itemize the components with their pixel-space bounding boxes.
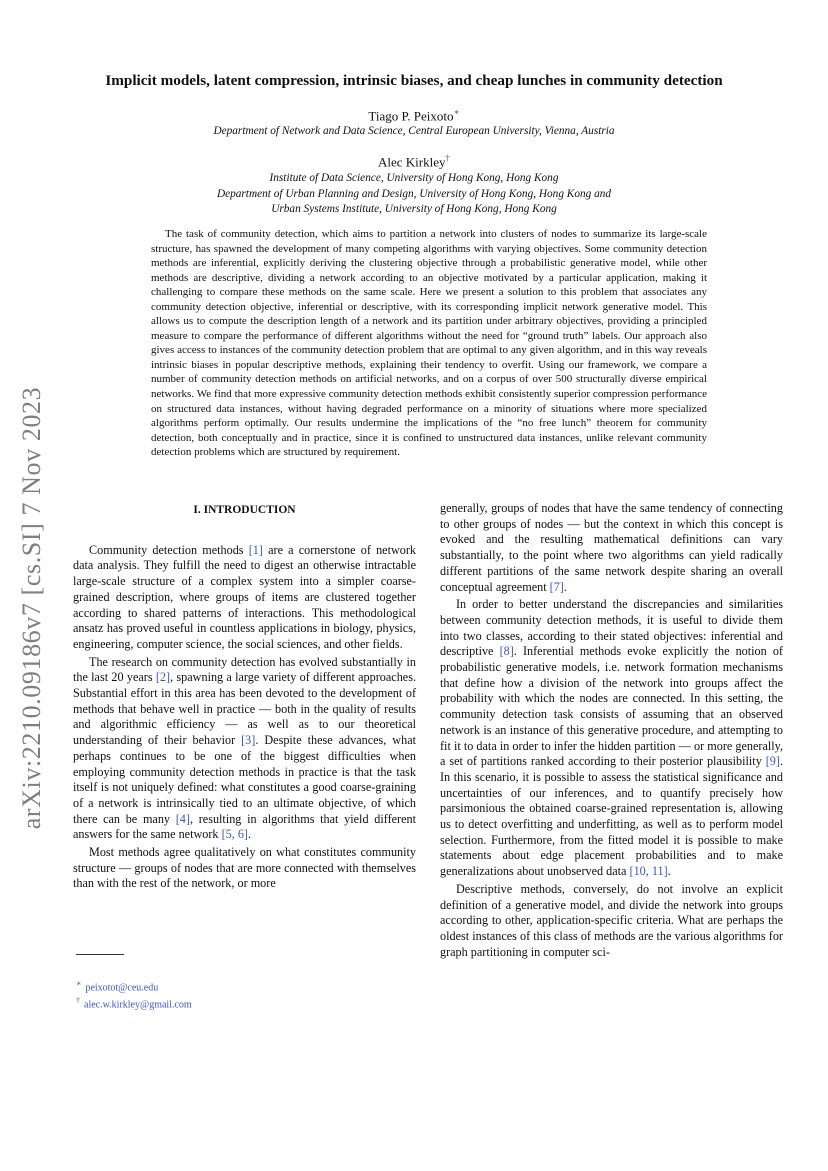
paragraph-text: Most methods agree qualitatively on what constitutes community structure — groups of nodes that are more connected with themselves than with the rest of the network, or more	[73, 845, 416, 891]
paragraph-text: . Despite these advances, what perhaps continues to be one of the biggest difficulties when employing community detection methods in practice is that the task itself is not uniquely defined: what constitutes a good coarse-graining of a network is intrinsically tied to an ultimate objective, of which there can be many	[73, 733, 416, 826]
arxiv-identifier-text: arXiv:2210.09186v7 [cs.SI] 7 Nov 2023	[17, 386, 46, 830]
paragraph-text: . In this scenario, it is possible to assess the statistical significance and uncertainties of our inferences, and to quantify precisely how parsimonious the obtained coarse-grained representation is, allowing us to detect overfitting and underfitting, as well as to perform model selection. Furthermore, from the fitted model it is possible to make statements about edge placement probabilities and to make generalizations about unobserved data	[440, 754, 783, 879]
email-link[interactable]: peixotot@ceu.edu	[85, 982, 159, 994]
paragraph-text: are a cornerstone of network data analysis. They fulfill the need to digest an otherwise intractable large-scale structure of a complex system into a simpler coarse-grained description, where groups of items are clustered together according to shared patterns of interactions. This methodological ansatz has proved useful in countless applications in biology, physics, engineering, computer science, the social sciences, and other fields.	[73, 542, 417, 651]
author-footnote-marker[interactable]: ∗	[453, 107, 460, 117]
footnote-rule	[76, 954, 124, 955]
citation-link[interactable]: [2]	[155, 670, 171, 685]
left-column-paragraphs	[73, 543, 416, 892]
citation-link[interactable]: [9]	[765, 754, 780, 769]
abstract-text: The task of community detection, which aims to partition a network into clusters of nodes to summarize its large-scale structure, has spawned the development of many competing algorithms with varying objectives. Some community detection methods are inferential, explicitly deriving the clustering objective through a probabilistic generative model, while other methods are descriptive, dividing a network according to an objective motivated by a particular application, making it challenging to compare these methods on the same scale. Here we present a solution to this problem that associates any community detection objective, inferential or descriptive, with its corresponding implicit network generative model. This allows us to compute the description length of a network and its partition under arbitrary objectives, providing a principled measure to compare the performance of different algorithms without the need for “ground truth” labels. Our approach also gives access to instances of the community detection problem that are optimal to any given algorithm, and in this way reveals intrinsic biases in popular descriptive methods, explaining their tendency to overfit. Using our framework, we compare a number of community detection methods on artificial networks, and on a corpus of over 500 structurally diverse empirical networks. We find that more expressive community detection methods exhibit consistently superior compression performance on structured data instances, without having degraded performance on a minority of situations where more specialized algorithms perform optimally. Our results undermine the implications of the “no free lunch” theorem for community detection, both conceptually and in practice, since it is confined to unstructured data instances, unlike relevant community detection problems which are structured by requirement.	[151, 228, 707, 459]
footnote	[76, 977, 192, 994]
author-name-text: Tiago P. Peixoto	[368, 108, 454, 124]
email-link[interactable]: alec.w.kirkley@gmail.com	[84, 999, 192, 1011]
citation-link[interactable]: [1]	[248, 542, 263, 557]
affiliation: Department of Urban Planning and Design, University of Hong Kong, Hong Kong and	[216, 188, 612, 200]
footnote	[76, 994, 192, 1011]
citation-link[interactable]: [5, 6]	[221, 827, 248, 842]
right-column-paragraphs	[440, 501, 783, 960]
paragraph	[440, 882, 783, 961]
affiliation: Urban Systems Institute, University of Hong Kong, Hong Kong	[271, 203, 557, 215]
paragraph	[440, 597, 783, 880]
author-footnote-marker[interactable]: †	[445, 153, 450, 163]
body-column-left	[73, 501, 416, 892]
footnote-marker: †	[76, 996, 80, 1006]
paragraph-text: The research on community detection has evolved substantially in the last 20 years	[73, 654, 416, 685]
citation-link[interactable]: [8]	[499, 644, 514, 659]
paragraph	[73, 543, 416, 653]
abstract	[151, 227, 707, 460]
citation-link[interactable]: [7]	[549, 579, 564, 594]
footnote-marker: ∗	[76, 979, 82, 988]
body-column-right	[440, 501, 783, 960]
paragraph-text: .	[563, 579, 567, 594]
paragraph	[73, 655, 416, 843]
section-heading: I. INTRODUCTION	[193, 504, 296, 516]
citation-link[interactable]: [4]	[175, 811, 190, 826]
paper-title: Implicit models, latent compression, intrinsic biases, and cheap lunches in community detection	[105, 72, 723, 89]
paragraph-text: In order to better understand the discrepancies and similarities between community detection methods, it is useful to divide them into two classes, according to their stated objectives: inferential and descriptive	[440, 597, 783, 659]
footnotes	[76, 977, 192, 1012]
author-name	[70, 107, 758, 124]
author-name	[70, 153, 758, 170]
paragraph-text: . Inferential methods evoke explicitly the notion of probabilistic generative models, i.e. network formation mechanisms that define how a division of the network into groups affect the probability with which the nodes are connected. In this setting, the community detection task consists of assuming that an observed network is an instance of this generative procedure, and attempting to fit it to data in order to infer the hidden partition — or more generally, a set of partitions ranked according to their posterior plausibility	[440, 644, 783, 769]
paragraph-text: generally, groups of nodes that have the same tendency of connecting to other groups of nodes — but the context in which this concept is evoked and the resulting mathematical definitions can vary substantially, to the point where two algorithms can yield radically different partitions of the same network despite sharing an overall conceptual agreement	[440, 501, 783, 594]
paragraph-text: .	[667, 864, 671, 879]
paragraph	[440, 501, 783, 595]
paragraph-text: .	[247, 827, 252, 842]
paragraph-text: , spawning a large variety of different approaches. Substantial effort in this area has been devoted to the development of methods that behave well in practice — both in the quality of results and algorithmic efficiency — as well as to our theoretical understanding of their behavior	[73, 670, 416, 748]
paragraph-text: , resulting in algorithms that yield different answers for the same network	[73, 811, 416, 842]
affiliation: Department of Network and Data Science, Central European University, Vienna, Austria	[213, 125, 615, 137]
citation-link[interactable]: [3]	[241, 733, 256, 748]
paragraph	[73, 845, 416, 892]
citation-link[interactable]: [10, 11]	[629, 864, 668, 879]
affiliation: Institute of Data Science, University of Hong Kong, Hong Kong	[269, 172, 559, 184]
arxiv-identifier	[12, 378, 52, 838]
paragraph-text: Community detection methods	[89, 542, 249, 557]
author-name-text: Alec Kirkley	[377, 154, 446, 170]
paragraph-text: Descriptive methods, conversely, do not involve an explicit definition of a generative model, and divide the network into groups according to other, application-specific criteria. What are perhaps the oldest instances of this class of methods are the various algorithms for graph partitioning in computer sci-	[440, 881, 783, 959]
